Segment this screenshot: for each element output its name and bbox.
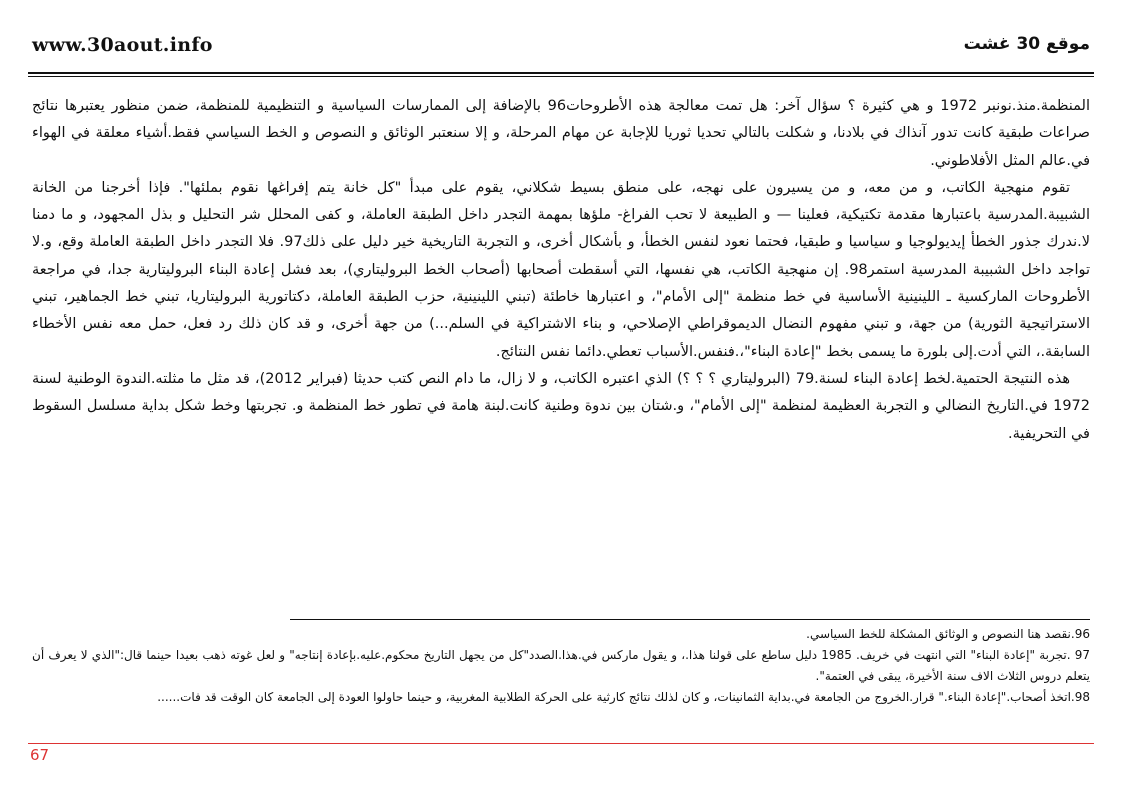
page-footer-rule	[28, 743, 1094, 744]
paragraph-1: المنظمة.منذ.نونبر 1972 و هي كثيرة ؟ سؤال آخر: هل تمت معالجة هذه الأطروحات96 بالإضافة إلى الممارسات السياسية و التنظيمية للمنظمة، ضمن منظور يعتبرها نتائج صراعات طبقية كانت تدور آنذاك في بلادنا، و شكلت بالتالي تحديا ثوريا للإجابة عن مهام المرحلة، و إلا سنعتبر الوثائق و النصوص و الخط السياسي فقط.أشياء معلقة في الهواء في.عالم المثل الأفلاطوني.	[32, 98, 1090, 169]
site-name: موقع 30 غشت	[963, 34, 1090, 54]
footnote-97: 97 .تجربة "إعادة البناء" التي انتهت في خريف. 1985 دليل ساطع على قولنا هذا.، و يقول ماركس في.هذا.الصدد"كل من يجهل التاريخ محكوم.عليه.بإعادة إنتاجه" و لعل غوته ذهب بعيدا حينما قال:"الذي لا يعرف أن يتعلم دروس الثلاث الاف سنة الأخيرة، يبقى في العتمة".	[32, 648, 1090, 683]
footnotes	[32, 624, 1090, 708]
paragraph-3: هذه النتيجة الحتمية.لخط إعادة البناء لسنة.79 (البروليتاري ؟ ؟ ؟) الذي اعتبره الكاتب، و لا زال، ما دام النص كتب حديثا (فبراير 2012)، قد مثل ما مثلته.الندوة الوطنية لسنة 1972 في.التاريخ النضالي و التجربة العظيمة لمنظمة "إلى الأمام"، و.شتان بين ندوة وطنية كانت.لبنة هامة في تطور خط المنظمة و. تجربتها وخط شكل بداية مسلسل السقوط في التحريفية.	[32, 370, 1090, 442]
footnote-98: 98.اتخذ أصحاب."إعادة البناء." قرار.الخروج من الجامعة في.بداية الثمانينات، و كان لذلك نتائج كارثية على الحركة الطلابية المغربية، و حينما حاولوا العودة إلى الجامعة كان الوقت قد فات......	[157, 690, 1090, 704]
footnote-96: 96.نقصد هنا النصوص و الوثائق المشكلة للخط السياسي.	[806, 627, 1090, 641]
paragraph-2: تقوم منهجية الكاتب، و من معه، و من يسيرون على نهجه، على منطق بسيط شكلاني، يقوم على مبدأ "كل خانة يتم إفراغها نقوم بملئها". فإذا أخرجنا من الخانة الشبيبة.المدرسية باعتبارها مقدمة تكتيكية، فعلينا — و الطبيعة لا تحب الفراغ- ملؤها بمهمة التجدر داخل الطبقة العاملة، و كفى المحلل شر التحليل و بذل المجهود، و ما دمنا لا.ندرك جذور الخطأ إيديولوجيا و سياسيا و طبقيا، فحتما نعود لنفس الخطأ، و بأشكال أخرى، و التجربة التاريخية خير دليل على ذلك97. فلا التجدر داخل الطبقة العاملة وقع، و.لا تواجد داخل الشبيبة المدرسية استمر98. إن منهجية الكاتب، هي نفسها، التي أسقطت أصحابها (أصحاب الخط البروليتاري)، بعد فشل إعادة البناء البروليتارية جدا، في مراجعة الأطروحات الماركسية ـ اللينينية الأساسية في خط منظمة "إلى الأمام"، و اعتبارها خاطئة (تبني اللينينية، حزب الطبقة العاملة، دكتاتورية البروليتاريا، تبني خط الجماهير، تبني الاستراتيجية الثورية) من جهة، و تبني مفهوم النضال الديموقراطي الإصلاحي، و بناء الاشتراكية في السلم...) من جهة أخرى، و قد كان ذلك رد فعل، حمل معه نفس الأخطاء السابقة.، التي أدت.إلى بلورة ما يسمى بخط "إعادة البناء"،.فنفس.الأسباب تعطي.دائما نفس النتائج.	[32, 179, 1090, 360]
site-url: www.30aout.info	[32, 34, 213, 56]
header-rule	[28, 72, 1094, 77]
footnote-rule	[290, 619, 1090, 620]
main-text	[32, 93, 1090, 563]
page-number: 67	[30, 746, 50, 764]
